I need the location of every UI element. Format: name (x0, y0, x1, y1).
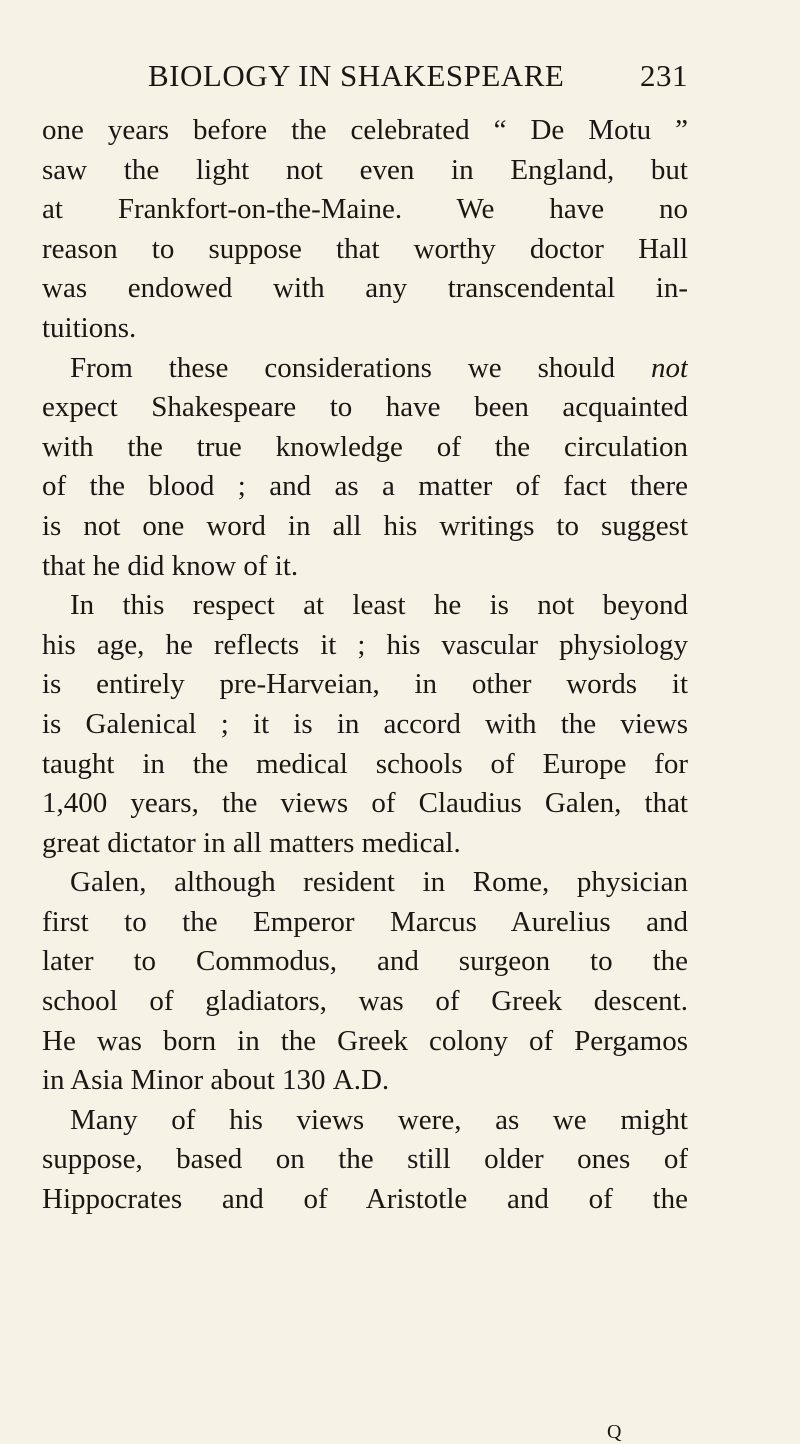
running-title: BIOLOGY IN SHAKESPEARE (148, 58, 565, 93)
text-line: Many of his views were, as we might (70, 1103, 688, 1136)
text-fragment: From these considerations we should (70, 351, 615, 384)
text-line: In this respect at least he is not beyond (70, 589, 688, 622)
text-fragment: in Asia Minor about 130 (42, 1064, 326, 1097)
text-line: Hippocrates and of Aristotle and of the (42, 1183, 688, 1216)
text-line: taught in the medical schools of Europe for (42, 747, 688, 780)
text-line: He was born in the Greek colony of Pergamos (42, 1024, 688, 1057)
text-line: 1,400 years, the views of Claudius Galen, that (42, 787, 688, 820)
text-line: was endowed with any transcendental in- (42, 272, 688, 305)
text-line: expect Shakespeare to have been acquainted (42, 391, 688, 424)
text-line: suppose, based on the still older ones of (42, 1143, 688, 1176)
text-line: is Galenical ; it is in accord with the views (42, 707, 688, 740)
text-line: of the blood ; and as a matter of fact there (42, 470, 688, 503)
text-line: with the true knowledge of the circulation (42, 430, 688, 463)
text-line: first to the Emperor Marcus Aurelius and (42, 905, 688, 938)
text-line (42, 1061, 688, 1101)
text-line: his age, he reflects it ; his vascular physiology (42, 628, 688, 661)
running-head (148, 58, 688, 98)
text-line: at Frankfort-on-the-Maine. We have no (42, 193, 688, 226)
text-line: is entirely pre-Harveian, in other words it (42, 668, 688, 701)
era-abbreviation: A.D. (332, 1064, 390, 1097)
text-line: reason to suppose that worthy doctor Hall (42, 232, 688, 265)
text-line: that he did know of it. (42, 549, 299, 582)
text-line: school of gladiators, was of Greek descent. (42, 985, 688, 1018)
text-line: saw the light not even in England, but (42, 153, 688, 186)
text-line: is not one word in all his writings to suggest (42, 509, 688, 542)
page-number: 231 (640, 58, 688, 93)
text-line: tuitions. (42, 311, 137, 344)
text-line: one years before the celebrated “ De Motu ” (42, 114, 688, 146)
text-line: great dictator in all matters medical. (42, 826, 461, 859)
body-text (42, 111, 688, 1220)
emphasis: not (650, 351, 688, 384)
text-line (42, 349, 688, 389)
signature-mark: Q (607, 1421, 622, 1443)
text-line: Galen, although resident in Rome, physician (70, 866, 688, 899)
text-line: later to Commodus, and surgeon to the (42, 945, 688, 978)
